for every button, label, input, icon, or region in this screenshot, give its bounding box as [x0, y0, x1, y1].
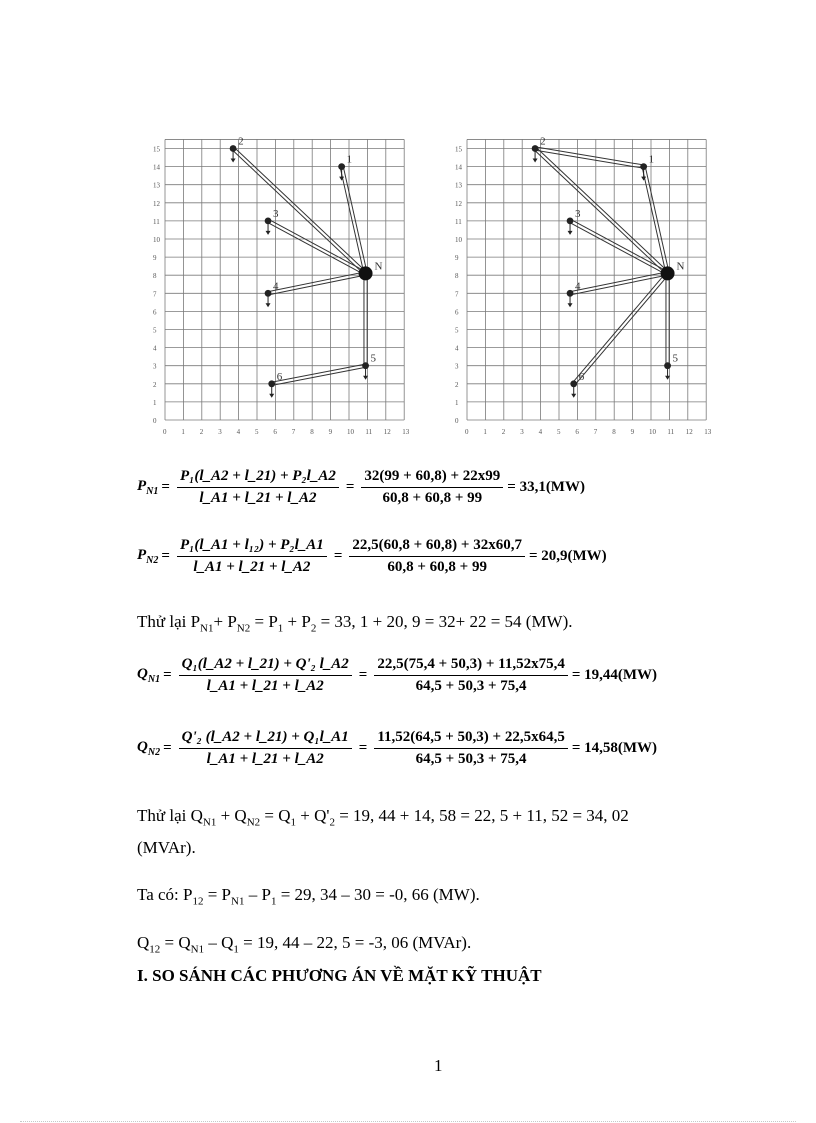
y-tick-label: 0: [455, 417, 459, 425]
formula-result: = 33,1(MW): [507, 479, 585, 495]
formula-qn2: $Q_{N2}$ = $\frac{\text{Q'₂ (l\_A2 + l\_21) + Q₁l\_A1}}{l\_A1 + l\_21 + l\_A2}$ = $\frac{11,52(64,5 + 50,3) + 22,5x64,5}{64,5 + 50,3 + 75,4}$ = 14,58(MW): [137, 729, 658, 767]
load-arrowhead-6: [269, 394, 274, 398]
y-tick-label: 10: [455, 236, 462, 244]
section-heading: I. SO SÁNH CÁC PHƯƠNG ÁN VỀ MẶT KỸ THUẬT: [137, 966, 542, 985]
y-tick-label: 9: [153, 254, 157, 263]
x-tick-label: 8: [310, 428, 314, 436]
x-tick-label: 9: [328, 428, 333, 436]
check-p-line: [137, 612, 573, 634]
network-diagram-left: [145, 128, 430, 438]
formula-qn1: $Q_{N1}$ = $\frac{\text{Q₁(l\_A2 + l\_21) + Q'₂ l\_A2}}{l\_A1 + l\_21 + l\_A2}$ = $\frac{22,5(75,4 + 50,3) + 11,52x75,4}{64,5 + 50,3 + 75,4}$ = 19,44(MW): [137, 656, 658, 694]
network-diagram-right: [447, 128, 732, 438]
source-node-n: [359, 266, 373, 280]
q12-line: [137, 933, 471, 955]
load-arrowhead-4: [568, 303, 573, 307]
x-tick-label: 12: [383, 428, 391, 436]
formula-numeric-fraction: $\frac{22,5(60,8 + 60,8) + 32x60,7}{60,8 + 60,8 + 99}$: [349, 537, 525, 576]
load-node-label-6: 6: [578, 370, 585, 383]
line-5-6: [272, 367, 366, 385]
load-node-label-3: 3: [273, 207, 279, 220]
y-tick-label: 15: [153, 145, 160, 154]
formula-symbolic-fraction: $\frac{\text{Q₁(l\_A2 + l\_21) + Q'₂ l\_A2}}{l\_A1 + l\_21 + l\_A2}$: [179, 656, 352, 695]
load-node-1: [640, 163, 647, 170]
formula-numeric-fraction: $\frac{11,52(64,5 + 50,3) + 22,5x64,5}{64,5 + 50,3 + 75,4}$: [374, 729, 568, 768]
x-tick-label: 2: [501, 428, 506, 436]
footer-divider: [20, 1121, 796, 1122]
source-node-n-label: N: [676, 260, 685, 273]
load-arrowhead-2: [231, 159, 236, 163]
line-N-4: [570, 275, 668, 295]
source-node-n-label: N: [374, 260, 383, 273]
line-N-3: [571, 219, 669, 271]
load-arrowhead-3: [266, 231, 271, 235]
y-tick-label: 7: [153, 290, 157, 299]
y-tick-label: 10: [153, 236, 160, 244]
load-node-3: [265, 218, 272, 225]
line-N-2: [232, 150, 364, 275]
load-node-label-1: 1: [648, 153, 655, 166]
line-N-2: [234, 147, 366, 272]
load-node-label-4: 4: [273, 280, 279, 293]
y-tick-label: 14: [455, 163, 462, 172]
formula-result: = 19,44(MW): [571, 667, 658, 683]
load-node-3: [567, 218, 574, 225]
load-node-label-3: 3: [575, 207, 581, 220]
formula-lhs: $P_{N2}$: [137, 547, 159, 566]
formula-result: = 20,9(MW): [528, 548, 607, 564]
load-node-5: [664, 362, 671, 369]
y-tick-label: 12: [153, 199, 160, 208]
x-tick-label: 13: [402, 428, 410, 436]
y-tick-label: 5: [455, 326, 459, 335]
x-tick-label: 5: [557, 428, 561, 436]
check-q-line: [137, 806, 629, 828]
y-tick-label: 3: [455, 362, 459, 371]
formula-lhs: $P_{N1}$: [137, 478, 159, 497]
x-tick-label: 12: [685, 428, 693, 436]
load-arrowhead-6: [571, 394, 576, 398]
formula-numeric-fraction: $\frac{32(99 + 60,8) + 22x99}{60,8 + 60,8 + 99}$: [361, 468, 503, 507]
line-N-3: [569, 222, 667, 274]
load-node-label-1: 1: [346, 153, 353, 166]
line-N-3: [267, 222, 365, 274]
load-node-6: [570, 380, 577, 387]
line-N-2: [536, 147, 668, 272]
y-tick-label: 9: [455, 254, 459, 263]
load-node-label-2: 2: [238, 135, 244, 148]
y-tick-label: 4: [153, 344, 157, 353]
x-tick-label: 11: [667, 428, 675, 436]
y-tick-label: 13: [455, 181, 462, 190]
source-node-n: [661, 266, 675, 280]
check-q-text: Thử lại $Q_{N1} + Q_{N2} = Q_1 + Q'_2 = 19$, 44 + 14, 58 = 22, 5 + 11, 52 = 34, 02: [137, 806, 629, 829]
line-N-4: [268, 275, 366, 295]
line-N-2: [534, 150, 666, 275]
y-tick-label: 14: [153, 163, 160, 172]
y-tick-label: 8: [153, 272, 157, 281]
formula-lhs: $Q_{N2}$: [137, 739, 161, 758]
grid-plot-left: [145, 128, 430, 438]
x-tick-label: 9: [630, 428, 635, 436]
formula-pn2: $P_{N2}$ = $\frac{\text{P₁(l\_A1 + l₁₂) + P₂l\_A1}}{l\_A1 + l\_21 + l\_A2}$ = $\frac{22,5(60,8 + 60,8) + 32x60,7}{60,8 + 60,8 + 99}$ = 20,9(MW): [137, 537, 607, 575]
x-tick-label: 4: [538, 428, 543, 436]
check-q-unit: (MVAr).: [137, 838, 196, 857]
x-tick-label: 6: [273, 428, 277, 436]
x-tick-label: 7: [593, 428, 598, 436]
check-q-unit-line: [137, 838, 196, 858]
formula-lhs: $Q_{N1}$: [137, 666, 161, 685]
x-tick-label: 11: [365, 428, 373, 436]
load-node-5: [362, 362, 369, 369]
load-node-label-5: 5: [370, 352, 377, 365]
y-tick-label: 15: [455, 145, 462, 154]
load-node-4: [567, 290, 574, 297]
y-tick-label: 0: [153, 417, 157, 425]
y-tick-label: 1: [153, 398, 157, 407]
formula-pn1: $P_{N1}$ = $\frac{\text{P₁(l\_A2 + l\_21) + P₂l\_A2}}{l\_A1 + l\_21 + l\_A2}$ = $\frac{32(99 + 60,8) + 22x99}{60,8 + 60,8 + 99}$ = 33,1(MW): [137, 468, 585, 506]
formula-symbolic-fraction: $\frac{\text{P₁(l\_A1 + l₁₂) + P₂l\_A1}}{l\_A1 + l\_21 + l\_A2}$: [177, 537, 327, 576]
x-tick-label: 10: [347, 428, 354, 436]
y-tick-label: 1: [455, 398, 459, 407]
load-node-1: [338, 163, 345, 170]
y-tick-label: 8: [455, 272, 459, 281]
y-tick-label: 11: [153, 217, 160, 226]
ta-co-text: Ta có: $P_{12} = P_{N1} - P_1 = 29$, 34 – 30 = -0, 66 (MW).: [137, 885, 480, 908]
load-node-2: [532, 145, 539, 152]
x-tick-label: 1: [181, 428, 185, 436]
load-arrowhead-3: [568, 231, 573, 235]
y-tick-label: 2: [153, 380, 157, 389]
load-node-6: [268, 380, 275, 387]
check-p-text: Thử lại $P_{N1}+ P_{N2} = P_1 + P_2 = 33$, 1 + 20, 9 = 32+ 22 = 54 (MW).: [137, 612, 573, 635]
ta-co-line: [137, 885, 480, 907]
y-tick-label: 12: [455, 199, 462, 208]
line-N-1: [340, 167, 364, 274]
load-node-label-2: 2: [540, 135, 546, 148]
formula-result: = 14,58(MW): [571, 740, 658, 756]
page-number: 1: [434, 1056, 443, 1075]
load-node-4: [265, 290, 272, 297]
x-tick-label: 1: [483, 428, 487, 436]
x-tick-label: 3: [520, 428, 524, 436]
formula-numeric-fraction: $\frac{22,5(75,4 + 50,3) + 11,52x75,4}{64,5 + 50,3 + 75,4}$: [374, 656, 568, 695]
x-tick-label: 13: [704, 428, 712, 436]
y-tick-label: 4: [455, 344, 459, 353]
x-tick-label: 8: [612, 428, 616, 436]
y-tick-label: 6: [153, 308, 157, 317]
x-tick-label: 10: [649, 428, 656, 436]
load-arrowhead-2: [533, 159, 538, 163]
x-tick-label: 7: [291, 428, 296, 436]
y-tick-label: 3: [153, 362, 157, 371]
line-N-6: [573, 272, 667, 382]
formula-symbolic-fraction: $\frac{\text{Q'₂ (l\_A2 + l\_21) + Q₁l\_A1}}{l\_A1 + l\_21 + l\_A2}$: [179, 729, 352, 768]
line-N-1: [642, 167, 666, 274]
x-tick-label: 0: [465, 428, 469, 436]
y-tick-label: 7: [455, 290, 459, 299]
x-tick-label: 0: [163, 428, 167, 436]
grid-plot-right: [447, 128, 732, 438]
load-node-label-5: 5: [672, 352, 679, 365]
x-tick-label: 4: [236, 428, 241, 436]
x-tick-label: 5: [255, 428, 259, 436]
load-node-label-6: 6: [276, 370, 283, 383]
load-arrowhead-4: [266, 303, 271, 307]
y-tick-label: 2: [455, 380, 459, 389]
x-tick-label: 2: [199, 428, 204, 436]
line-N-3: [269, 219, 367, 271]
x-tick-label: 3: [218, 428, 222, 436]
line-5-6: [271, 364, 365, 382]
y-tick-label: 6: [455, 308, 459, 317]
load-node-2: [230, 145, 237, 152]
q12-text: $Q_{12} = Q_{N1} - Q_1 = 19$, 44 – 22, 5 = -3, 06 (MVAr).: [137, 933, 472, 956]
x-tick-label: 6: [575, 428, 579, 436]
y-tick-label: 11: [455, 217, 462, 226]
load-node-label-4: 4: [575, 280, 581, 293]
formula-symbolic-fraction: $\frac{\text{P₁(l\_A2 + l\_21) + P₂l\_A2}}{l\_A1 + l\_21 + l\_A2}$: [177, 468, 339, 507]
y-tick-label: 5: [153, 326, 157, 335]
y-tick-label: 13: [153, 181, 160, 190]
